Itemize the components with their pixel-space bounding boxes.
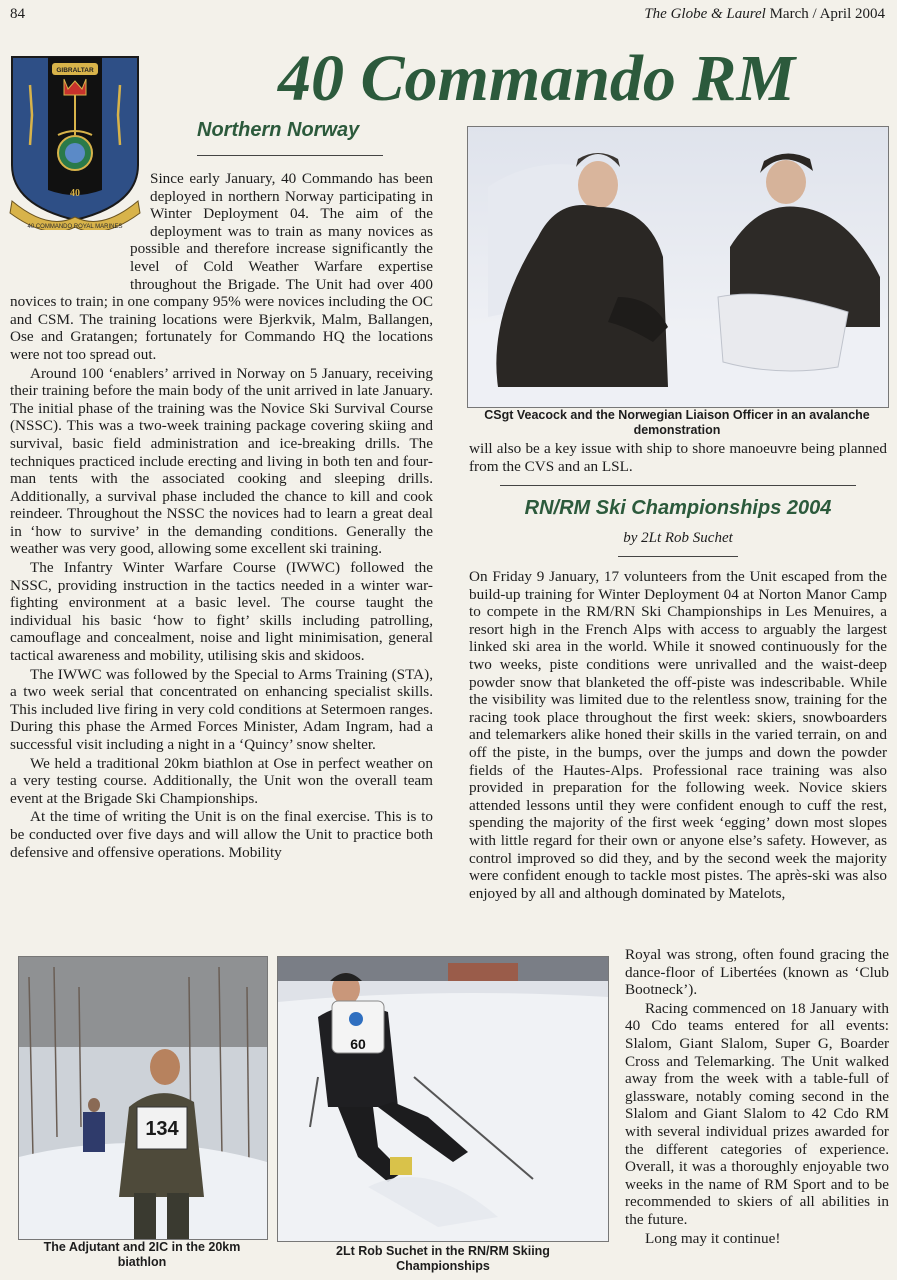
paragraph: We held a traditional 20km biathlon at Ose in perfect weather on a very testing course. Additionally, the Unit won the overall team event at the Brigade Ski Championships. bbox=[10, 754, 433, 807]
continuation-text bbox=[469, 440, 887, 475]
crest-scroll-text: 40 COMMANDO ROYAL MARINES bbox=[27, 224, 123, 230]
paragraph: Racing commenced on 18 January with 40 Cdo teams entered for all events: Slalom, Giant Slalom, Super G, Boarder Cross and Telemarking. The Unit walked away from the week with a table-full of glassware, notably coming second in the Slalom and Giant Slalom to 42 Cdo RM with several individual prizes awarded for the different categories of experience. Overall, it was a thoroughly enjoyable two weeks in the name of RM Sport and to be recommended to skiers of all abilities in the future. bbox=[625, 999, 889, 1228]
paragraph: will also be a key issue with ship to shore manoeuvre being planned from the CVS and an LSL. bbox=[469, 440, 887, 475]
bib-number-60: 60 bbox=[350, 1036, 366, 1052]
paragraph: On Friday 9 January, 17 volunteers from the Unit escaped from the build-up training for Winter Deployment 04 at Norton Manor Camp to compete in the RM/RN Ski Championships in Les Menuires, a resort high in the French Alps with access to arguably the largest linked ski area in the world. While it snowed continuously for the two weeks, piste conditions were unrivalled and the waist-deep powder snow that blanketed the off-piste was indescribable. While the visibility was limited due to the relentless snow, training for the racing took place throughout the first week: skiers, snowboarders and telemarkers alike honed their skills in the varied terrain, on and off the piste, in the bumps, over the jumps and down the powder fields of the Hautes-Alps. Professional race training was also provided in preparation for the following week. Novice skiers attended lessons until they were confident enough to cuff the rest, spending the majority of the first week ‘egging’ down most slopes with little regard for their own or anyone else’s safety. However, as control improved so did they, and by the second week the majority were confident enough to tackle most pistes. The après-ski was also enjoyed by all and although dominated by Matelots, bbox=[469, 568, 887, 902]
photo-caption-top: CSgt Veacock and the Norwegian Liaison Officer in an avalanche demonstration bbox=[484, 408, 870, 437]
crest-banner-text: GIBRALTAR bbox=[56, 67, 94, 74]
ski-column-narrow bbox=[625, 946, 889, 1247]
ski-column-full bbox=[469, 568, 887, 902]
running-header bbox=[644, 6, 885, 23]
section-heading: Northern Norway bbox=[197, 119, 360, 141]
ski-article-byline: by 2Lt Rob Suchet bbox=[623, 530, 733, 546]
photo-ski-championships bbox=[277, 956, 609, 1242]
crest-wrap-spacer-2 bbox=[10, 238, 130, 284]
photo-biathlon bbox=[18, 956, 268, 1240]
crest-wrap-spacer bbox=[10, 170, 150, 238]
paragraph: Royal was strong, often found gracing the dance-floor of Libertées (known as ‘Club Bootneck’). bbox=[625, 946, 889, 999]
paragraph: Long may it continue! bbox=[645, 1229, 781, 1247]
ski-title-rule bbox=[500, 485, 856, 486]
crest-number: 40 bbox=[70, 188, 80, 199]
paragraph: The IWWC was followed by the Special to Arms Training (STA), a two week serial that concentrated on enhancing specialist skills. This included live firing in very cold conditions at Setermoen ranges. During this phase the Armed Forces Minister, Adam Ingram, had a successful visit including a night in a ‘Quincy’ snow shelter. bbox=[10, 665, 433, 753]
ski-article-title: RN/RM Ski Championships 2004 bbox=[524, 497, 832, 519]
photo-caption-bottom-right: 2Lt Rob Suchet in the RN/RM Skiing Championships bbox=[336, 1244, 550, 1273]
paragraph: Since early January, 40 Commando has been deployed in northern Norway participating in Winter Deployment 04. The aim of the deployment was to train as many novices as possible and therefore increase significantly the level of Cold Weather Warfare expertise throughout the Brigade. The Unit had over 400 novices to train; in one company 95% were novices including the OC and CSM. The training locations were Bjerkvik, Malm, Ballangen, Ose and Gratangen; fortunately for Commando HQ the locations were not too spread out. bbox=[10, 170, 433, 363]
photo-avalanche-demonstration bbox=[467, 126, 889, 408]
byline-rule bbox=[618, 556, 738, 557]
left-column bbox=[10, 170, 433, 946]
photo-caption-bottom-left: The Adjutant and 2IC in the 20km biathlon bbox=[43, 1240, 241, 1269]
publication-name: The Globe & Laurel bbox=[644, 6, 766, 22]
article-title: 40 Commando RM bbox=[278, 42, 796, 115]
issue-date: March / April 2004 bbox=[769, 6, 885, 22]
paragraph: At the time of writing the Unit is on the final exercise. This is to be conducted over five days and will allow the Unit to practice both defensive and offensive operations. Mobility bbox=[10, 808, 433, 861]
paragraph: Around 100 ‘enablers’ arrived in Norway on 5 January, receiving their training before the main body of the unit arrived in late January. The initial phase of the training was the Novice Ski Survival Course (NSSC). This was a two-week training package covering skiing and survival, basic field administration and ice-breaking drills. The techniques practiced include erecting and living in both ten and four-man tents with the associated cooking and sleeping drills. Additionally, a survival phase included the chance to kill and cook reindeer. Throughout the NSSC the novices had to learn a great deal in ‘how to survive’ in the demanding conditions. Generally the weather was very good, allowing some excellent ski training. bbox=[10, 364, 433, 558]
section-rule bbox=[197, 155, 383, 156]
page-number: 84 bbox=[10, 6, 25, 22]
bib-number-134: 134 bbox=[145, 1118, 179, 1140]
paragraph: The Infantry Winter Warfare Course (IWWC) followed the NSSC, providing instruction in the tactics needed in a winter war-fighting environment at a basic level. The course taught the individual his basic ‘how to fight’ skills including patrolling, camouflage and concealment, noise and light minimisation, general tactical awareness and mobility, utilising skis and skidoos. bbox=[10, 559, 433, 665]
